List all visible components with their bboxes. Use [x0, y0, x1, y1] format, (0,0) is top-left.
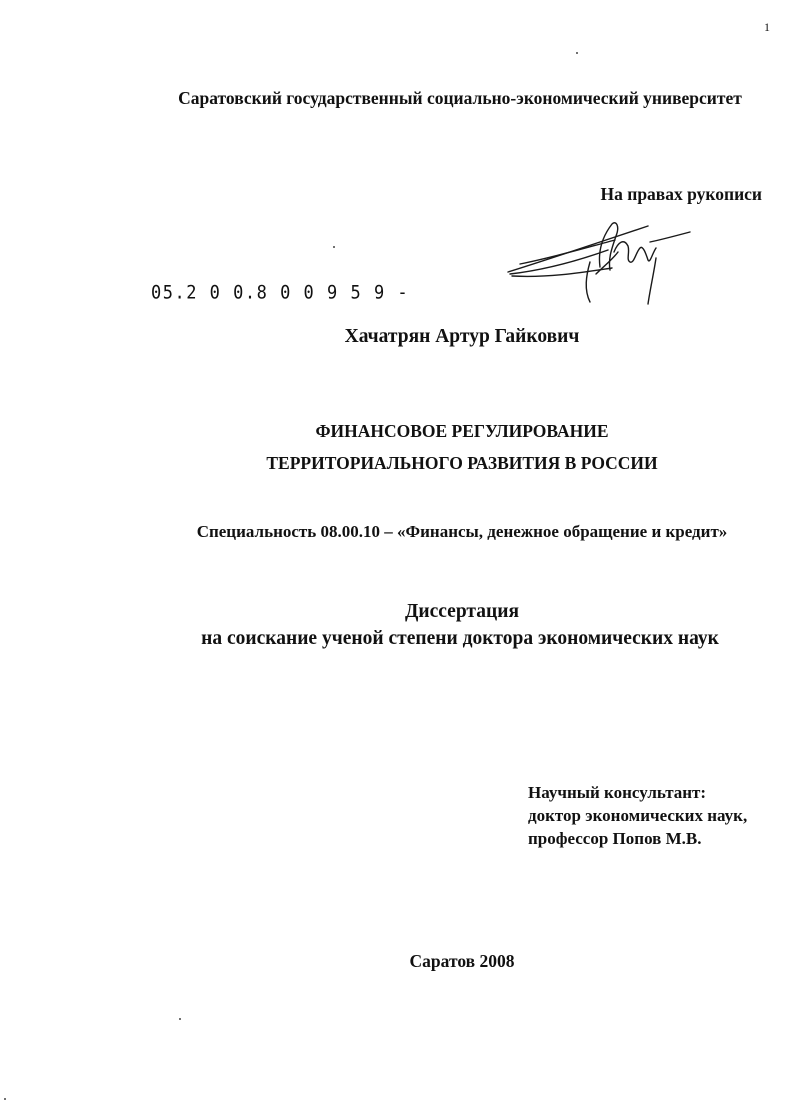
dissertation-title-line-2: ТЕРРИТОРИАЛЬНОГО РАЗВИТИЯ В РОССИИ [266, 453, 658, 473]
document-type: Диссертация [404, 601, 520, 622]
handwritten-signature [500, 212, 700, 312]
degree-sought: на соискание ученой степени доктора экономических наук [201, 628, 719, 649]
scan-speck [333, 246, 335, 248]
consultant-label: Научный консультант: [528, 783, 707, 802]
author-name: Хачатрян Артур Гайкович [344, 326, 580, 347]
page-number: 1 [764, 20, 770, 34]
dissertation-title-line-1: ФИНАНСОВОЕ РЕГУЛИРОВАНИЕ [315, 421, 609, 441]
university-name: Саратовский государственный социально-экономический университет [178, 88, 742, 108]
scan-speck [576, 52, 578, 54]
registration-number: 05.2 0 0.8 0 0 9 5 9 - [151, 282, 410, 304]
scan-speck [4, 1098, 6, 1100]
city-year: Саратов 2008 [409, 951, 515, 971]
consultant-degree: доктор экономических наук, [528, 806, 748, 825]
specialty: Специальность 08.00.10 – «Финансы, денежное обращение и кредит» [196, 522, 728, 541]
consultant-name: профессор Попов М.В. [528, 829, 702, 848]
scan-speck [179, 1018, 181, 1020]
manuscript-rights-note: На правах рукописи [600, 184, 762, 204]
